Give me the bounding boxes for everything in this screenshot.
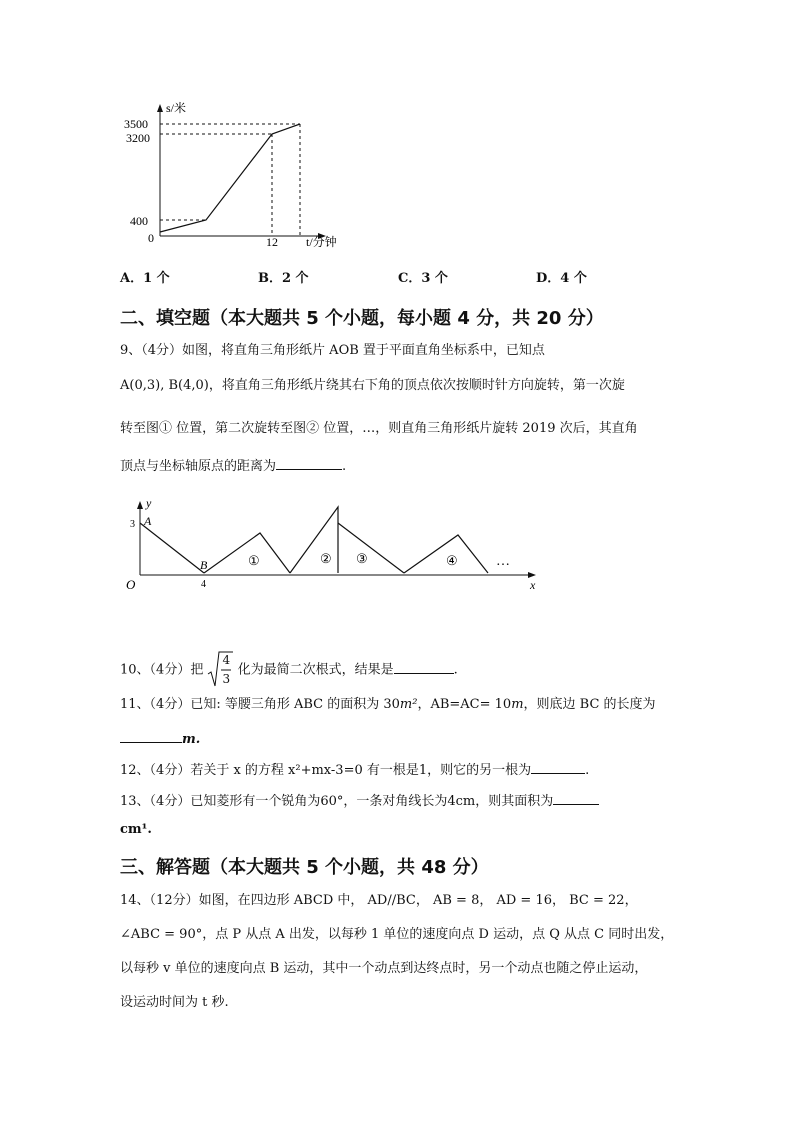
rotation-graph [120,495,550,595]
q14-line1: 14、（12分）如图，在四边形 ABCD 中， AD//BC， AB = 8， AD = 16， BC = 22， [120,893,638,908]
graph1-tick-3200: 3200 [126,131,150,145]
graph1-tick-400: 400 [130,214,148,228]
graph1-x-label: t/分钟 [306,235,337,249]
graph2-label-3: ③ [356,551,368,566]
q10-numerator: 4 [222,653,231,667]
graph2-tick-3: 3 [130,519,135,530]
graph2-point-b: B [200,558,208,572]
q11-text-c: ，则底边 BC 的长度为 [523,697,656,712]
graph1-tick-12: 12 [266,235,278,249]
distance-time-graph [120,100,360,250]
q11-line1 [120,696,656,714]
q10-denominator: 3 [222,672,231,686]
q10-radical [207,650,233,690]
triangle-3 [338,523,404,573]
q11-text-b: ，AB=AC= 10 [417,697,512,712]
graph1-line [160,124,300,232]
graph2-ellipsis: … [496,554,510,569]
graph1-origin: 0 [148,231,154,245]
q10-suffix: 化为最简二次根式，结果是 [237,662,394,678]
q11-answer-blank[interactable] [120,729,182,743]
q9-line2: A(0,3), B(4,0)，将直角三角形纸片绕其右下角的顶点依次按顺时针方向旋转，第一次旋 [120,378,625,393]
graph2-label-4: ④ [446,553,458,568]
q14-line2: ∠ABC = 90°，点 P 从点 A 出发，以每秒 1 单位的速度向点 D 运动，点 Q 从点 C 同时出发， [120,927,674,942]
graph2-x-label: x [530,578,536,592]
q9-line3: 转至图① 位置，第二次旋转至图② 位置，…，则直角三角形纸片旋转 2019 次后，其直角 [120,421,638,436]
graph2-tick-4: 4 [201,579,206,590]
q13-text: 13、（4分）已知菱形有一个锐角为60°，一条对角线长为4cm，则其面积为 [120,794,554,809]
q11-line2 [120,729,200,749]
q12-text: 12、（4分）若关于 x 的方程 x²+mx-3=0 有一根是1，则它的另一根为 [120,763,532,778]
q9-line1: 9、（4分）如图，将直角三角形纸片 AOB 置于平面直角坐标系中，已知点 [120,343,545,358]
q12 [120,760,589,780]
graph1-y-label: s/米 [166,101,187,115]
graph2-label-2: ② [320,551,332,566]
graph2-y-label: y [146,496,152,510]
q11-unit-m2: m² [399,697,418,712]
q10 [120,650,458,690]
q11-text-a: 11、（4分）已知: 等腰三角形 ABC 的面积为 30 [120,697,400,712]
q14-line4: 设运动时间为 t 秒. [120,995,229,1010]
graph2-origin: O [126,577,136,592]
option-a: A．1 个 [120,271,170,286]
q14-line3: 以每秒 v 单位的速度向点 B 运动，其中一个动点到达终点时，另一个动点也随之停止运动， [120,961,648,976]
q13 [120,791,599,811]
q11-unit-m: m [511,697,524,712]
triangle-original [140,523,204,573]
graph1-tick-3500: 3500 [124,117,148,131]
q12-end: . [585,763,590,778]
q10-prefix: 10、（4分）把 [120,662,204,678]
graph2-label-1: ① [248,553,260,568]
q10-end: . [453,662,458,678]
q13-line2: cm¹. [120,822,152,837]
q9-line4 [120,456,346,476]
q9-line4-text: 顶点与坐标轴原点的距离为 [120,459,277,474]
q12-answer-blank[interactable] [531,760,585,774]
option-c: C．3 个 [398,271,448,286]
q11-line2-end: m. [182,732,201,747]
q10-answer-blank[interactable] [394,660,454,674]
graph2-point-a: A [144,514,152,528]
triangle-1 [204,533,290,573]
graph1-y-arrow [157,104,163,112]
q9-line4-end: . [342,459,347,474]
section2-title: 二、填空题（本大题共 5 个小题，每小题 4 分，共 20 分） [120,308,604,329]
option-d: D．4 个 [536,271,587,286]
q13-answer-blank[interactable] [553,791,599,805]
section3-title: 三、解答题（本大题共 5 个小题，共 48 分） [120,857,489,878]
q9-answer-blank[interactable] [276,456,342,470]
option-b: B．2 个 [258,271,309,286]
